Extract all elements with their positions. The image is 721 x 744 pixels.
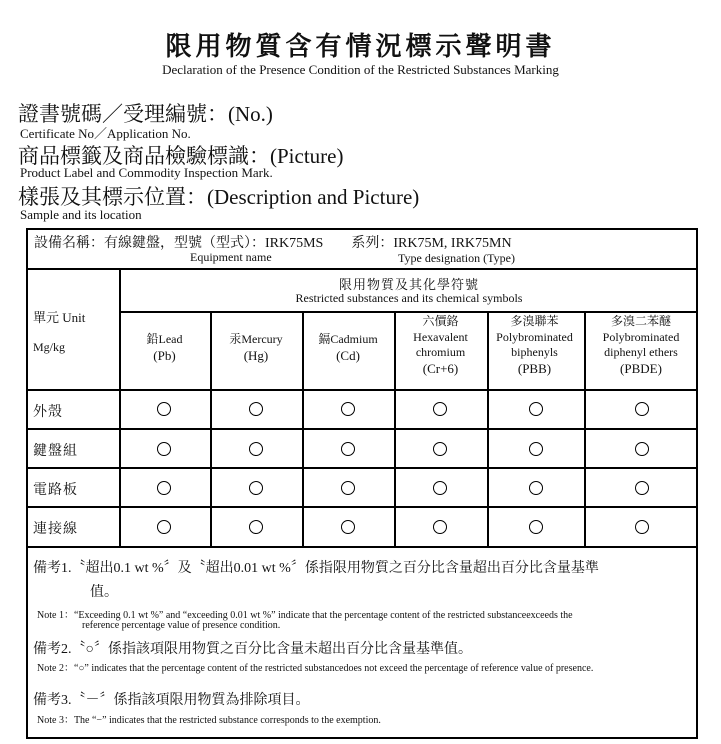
note-2-zh: 備考2.〝○〞係指該項限用物質之百分比含量未超出百分比含量基準值。: [33, 642, 472, 657]
row-label-keyboard-assembly: 鍵盤組: [33, 444, 78, 459]
column-header-mercury: 汞Mercury (Hg): [229, 332, 283, 363]
presence-mark: [529, 442, 543, 456]
certificate-label-zh: 證書號碼／受理編號：(No.): [18, 102, 273, 126]
presence-mark: [433, 520, 447, 534]
note-1-en: Note 1：“Exceeding 0.1 wt %” and “exceeding 0.01 wt %” indicate that the percentage content of the restricted substanceexceeds the: [37, 610, 573, 621]
sample-label-zh: 樣張及其標示位置：(Description and Picture): [18, 185, 420, 209]
presence-mark: [341, 402, 355, 416]
unit-value: Mg/kg: [33, 340, 66, 354]
presence-mark: [529, 402, 543, 416]
presence-mark: [157, 442, 171, 456]
note-1-zh-cont: 值。: [90, 585, 118, 600]
presence-mark: [529, 520, 543, 534]
unit-label: 單元 Unit: [33, 310, 86, 325]
presence-mark: [341, 520, 355, 534]
presence-mark: [635, 402, 649, 416]
column-header-hexavalent-chromium: 六價鉻 Hexavalent chromium (Cr+6): [413, 314, 468, 376]
presence-mark: [433, 402, 447, 416]
presence-mark: [157, 481, 171, 495]
presence-mark: [157, 402, 171, 416]
page-title: 限用物質含有情況標示聲明書: [165, 32, 556, 61]
page-subtitle: Declaration of the Presence Condition of the Restricted Substances Marking: [162, 62, 559, 77]
column-header-pbde: 多溴二苯醚 Polybrominated diphenyl ethers (PBDE): [602, 314, 680, 376]
column-header-pbb: 多溴聯苯 Polybrominated biphenyls (PBB): [496, 314, 573, 376]
note-1-en-cont: reference percentage value of presence condition.: [82, 620, 281, 631]
presence-mark: [341, 442, 355, 456]
product-label-en: Product Label and Commodity Inspection Mark.: [20, 165, 273, 180]
column-header-lead: 鉛Lead (Pb): [146, 332, 183, 363]
presence-mark: [249, 481, 263, 495]
presence-mark: [433, 442, 447, 456]
presence-mark: [635, 520, 649, 534]
column-header-cadmium: 鎘Cadmium (Cd): [318, 332, 378, 363]
presence-mark: [249, 520, 263, 534]
presence-mark: [635, 442, 649, 456]
row-label-circuit-board: 電路板: [33, 483, 78, 498]
presence-mark: [635, 481, 649, 495]
note-3-zh: 備考3.〝－〞係指該項限用物質為排除項目。: [33, 693, 310, 708]
presence-mark: [529, 481, 543, 495]
sample-label-en: Sample and its location: [20, 207, 142, 222]
presence-mark: [249, 442, 263, 456]
equipment-name-label: Equipment name: [190, 250, 272, 264]
equipment-line: 設備名稱：有線鍵盤，型號（型式）：IRK75MS 系列：IRK75M, IRK75MN: [34, 236, 512, 251]
presence-mark: [249, 402, 263, 416]
presence-mark: [433, 481, 447, 495]
substances-header-zh: 限用物質及其化學符號: [338, 277, 479, 292]
substances-header-en: Restricted substances and its chemical symbols: [295, 291, 523, 305]
row-label-housing: 外殼: [33, 405, 63, 420]
type-designation-label: Type designation (Type): [398, 251, 515, 265]
note-2-en: Note 2：“○” indicates that the percentage content of the restricted substancedoes not exceed the percentage of reference value of presence.: [37, 663, 594, 674]
presence-mark: [157, 520, 171, 534]
certificate-label-en: Certificate No／Application No.: [20, 126, 191, 141]
row-label-cable: 連接線: [33, 522, 78, 537]
presence-mark: [341, 481, 355, 495]
note-3-en: Note 3：The “−” indicates that the restricted substance corresponds to the exemption.: [37, 715, 381, 726]
note-1-zh: 備考1.〝超出0.1 wt %〞及〝超出0.01 wt %〞係指限用物質之百分比含量超出百分比含量基準: [33, 561, 599, 576]
product-label-zh: 商品標籤及商品檢驗標識：(Picture): [18, 144, 344, 168]
